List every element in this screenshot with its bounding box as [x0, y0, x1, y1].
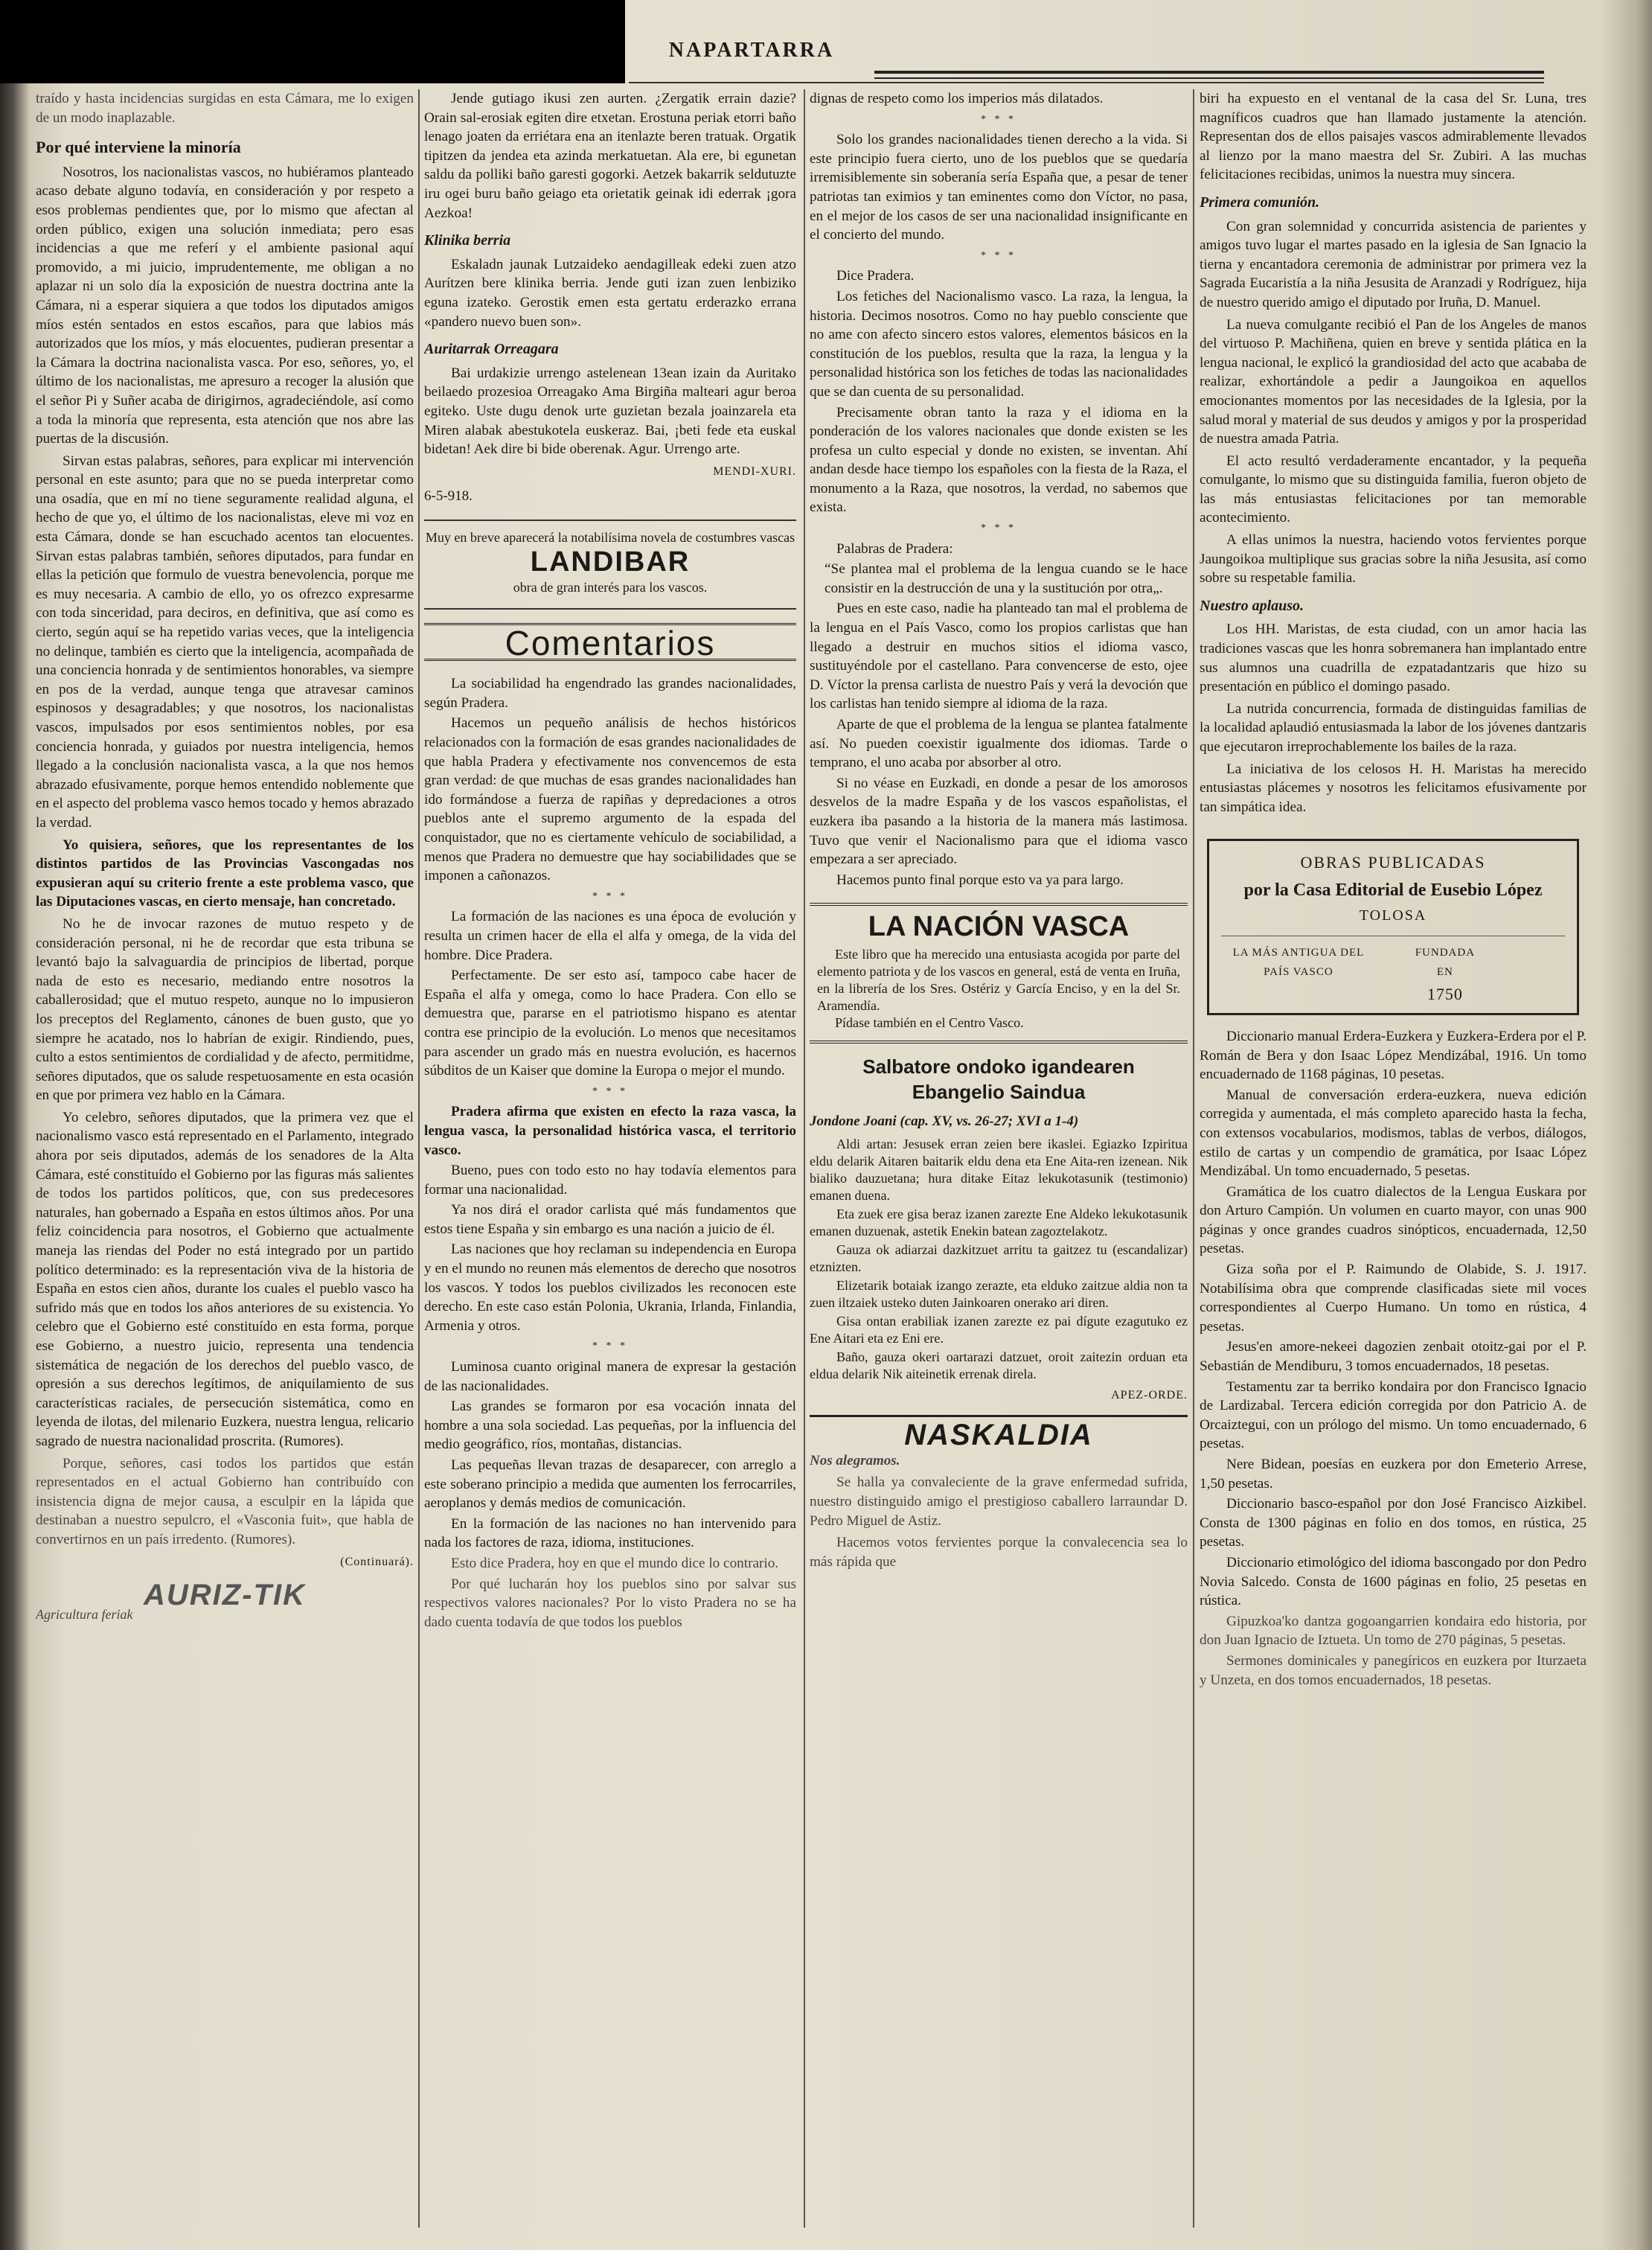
- article-paragraph: Luminosa cuanto original manera de expresar la gestación de las nacionalidades.: [424, 1359, 796, 1394]
- section-heading: Klinika berria: [424, 232, 511, 249]
- article-paragraph: Por qué lucharán hoy los pueblos sino por salvar sus respectivos valores nacionales? Por lo visto Pradera no se ha dado cuenta todavía de que todos los pueblos: [424, 1576, 796, 1630]
- book-catalog: [1200, 1027, 1587, 1690]
- article-paragraph: Hacemos punto final porque esto va ya para largo.: [836, 872, 1124, 888]
- article-paragraph: Eskaladn jaunak Lutzaideko aendagilleak edeki zuen atzo Aurítzen bere klinika berria. Jende guti izan zuen lenbiziko eguna izateko. Gerostik emen esta gertatu erderazko errana «pandero nuevo buen son».: [424, 256, 796, 330]
- catalog-entry: Sermones dominicales y panegíricos en euzkera por Iturzaeta y Unzeta, en dos tomos encuadernados, 18 pesetas.: [1200, 1652, 1587, 1688]
- column-1: [36, 89, 414, 2235]
- advertisement-landibar: [424, 520, 796, 610]
- catalog-entry: Manual de conversación erdera-euzkera, nueva edición corregida y aumentada, el más completo aparecido hasta la fecha, con extensos vocabularios, modismos, tablas de verbos, diálogos, estilo de cartas y un compendio de gramática, por Isaac López Mendizábal. Un tomo encuadernado, 5 pesetas.: [1200, 1087, 1587, 1180]
- article-paragraph: Yo celebro, señores diputados, que la primera vez que el nacionalismo vasco está representado en el Parlamento, integrado ahora por seis diputados, además de los senadores de la Alta Cámara, esté constituído el Gobierno por las figuras más salientes de todos los partidos políticos, que, con sus predecesores naturales, han gobernado a España en estos últimos años. Por una feliz coincidencia para nosotros, el Gobierno que actualmente maneja las riendas del Poder no está integrado por un partido político determinado: es la representación viva de la historia de España en estos cien años, durante los cuales el pueblo vasco ha sufrido más que en todos los años anteriores de su existencia. Yo celebro que el Gobierno esté constituído en esta forma, porque ese Gobierno, a nuestro juicio, representa una tendencia sistemática de negación de los derechos del pueblo vasco, de opresión a sus derechos legítimos, de aniquilamiento de sus características raciales, de persecución sistemática, como en leyenda de ilotas, del milenario Euzkera, nuestra lengua, relicario sagrado de nuestra nacionalidad proscrita. (Rumores).: [36, 1109, 414, 1449]
- ad-line: OBRAS PUBLICADAS: [1300, 853, 1486, 872]
- article-paragraph: Las pequeñas llevan trazas de desaparecer, con arreglo a este soberano principio a medida que aumenten los ferrocarriles, aeroplanos y demás medios de comunicación.: [424, 1457, 796, 1512]
- gospel-title-line: Salbatore ondoko igandearen: [862, 1055, 1135, 1078]
- article-paragraph: Porque, señores, casi todos los partidos que están representados en el actual Gobierno han contribuído con insistencia digna de mejor causa, a esculpir en la lápida que destinaban a nuestro sepulcro, el «Vasconia fuit», que habla de convertirnos en un país irredento. (Rumores).: [36, 1455, 414, 1547]
- article-paragraph: dignas de respeto como los imperios más dilatados.: [810, 91, 1104, 106]
- article-paragraph: Nosotros, los nacionalistas vascos, no hubiéramos planteado acaso debate alguno todavía, en consideración y por respeto a esos problemas pendientes que, por lo mismo que afectan al orden público, exigen una solución inmediata; pero esas incidencias a que me referí y el ambiente pasional aquí promovido, a mi juicio, imprudentemente, me obligan a no aplazar ni un solo día la exposición de nuestra doctrina ante la Cámara, ni a esperar siquiera a que todos los diputados amigos míos estén sentados en estos escaños, para que labios más autorizados que los míos, y más elocuentes, pudieran presentar a la Cámara la doctrina nacionalista vasca. Por eso, señores, yo, el último de los nacionalistas, me apresuro a recoger la alusión que el señor Pi y Suñer acaba de dirigirnos, agradeciéndole, así como a toda la minoría que representa, esta atención que nos abre las puertas de la discusión.: [36, 164, 414, 447]
- catalog-entry: Gipuzkoa'ko dantza gogoangarrien kondaira edo historia, por don Juan Ignacio de Iztueta. Un tomo de 270 páginas, 5 pesetas.: [1200, 1613, 1587, 1649]
- signature: MENDI-XURI.: [713, 464, 796, 478]
- column-2: [424, 89, 796, 2235]
- article-paragraph: Pradera afirma que existen en efecto la raza vasca, la lengua vasca, la personalidad histórica vasca, el territorio vasco.: [424, 1104, 796, 1158]
- paper-name: NAPARTARRA: [668, 39, 835, 62]
- article-paragraph: La sociabilidad ha engendrado las grandes nacionalidades, según Pradera.: [424, 676, 796, 711]
- gospel-paragraph: Baño, gauza okeri oartarazi datzuet, oroit zaitezin orduan eta eldua delarik Nik aiteinetik errenak direla.: [810, 1349, 1188, 1381]
- article-paragraph: Si no véase en Euzkadi, en donde a pesar de los amorosos desvelos de la madre España y de los vascos españolistas, el euzkera iba pasando a la historia de la manera más lastimosa. Tuvo que venir el Nacionalismo para que el idioma vasco empezara a ser apreciado.: [810, 775, 1188, 868]
- separator: * * *: [981, 249, 1017, 261]
- article-paragraph: biri ha expuesto en el ventanal de la casa del Sr. Luna, tres magníficos cuadros que han llamado justamente la atención. Representan dos de ellos paisajes vascos admirablemente llevados al lienzo por la mano maestra del Sr. Zubiri. A las muchas felicitaciones recibidas, unimos la nuestra muy sincera.: [1200, 91, 1587, 183]
- ad-line: TOLOSA: [1359, 907, 1427, 924]
- masthead-underline: [629, 82, 1544, 83]
- column-divider: [418, 89, 420, 2228]
- ad-text: Este libro que ha merecido una entusiasta acogida por parte del elemento patriota y de los vascos en general, está de venta en Iruña, en la librería de los Sres. Ostériz y García Enciso, y en la del Sr. Aramendía.: [817, 946, 1180, 1013]
- column-divider: [804, 89, 805, 2228]
- article-paragraph: Perfectamente. De ser esto así, tampoco cabe hacer de España el alfa y omega, como lo hace Pradera. Con ello se demuestra que, pararse en el patriotismo hispano es atentar contra ese principio de la evolución. Lo menos que necesitamos para ascender un grado más en nuestra evolución, es hacernos súbditos de un Kaiser que domine la Europa o mejor el mundo.: [424, 968, 796, 1079]
- catalog-entry: Giza soña por el P. Raimundo de Olabide, S. J. 1917. Notabilísima obra que comprende clasificadas siete mil voces correspondientes al Cuerpo Humano. Un tomo en rústica, 4 pesetas.: [1200, 1262, 1587, 1335]
- gospel-paragraph: Aldi artan: Jesusek erran zeien bere ikaslei. Egiazko Izpiritua eldu delarik Aitaren baitarik eldu dena eta Ene Aita-ren izenean. Nik bialiko dauzuetana; hura ditake Eitaz lekukotasunik (testimonio) emanen duena.: [810, 1136, 1188, 1203]
- signature: APEZ-ORDE.: [1111, 1388, 1188, 1402]
- advertisement-la-nacion-vasca: [810, 903, 1188, 1043]
- article-paragraph: Palabras de Pradera:: [836, 540, 953, 557]
- ad-right-note: [1410, 944, 1565, 1004]
- section-subtitle: Agricultura feriak: [36, 1606, 133, 1622]
- section-heading: Nuestro aplauso.: [1200, 597, 1304, 614]
- section-title-auriz: AURIZ-TIK: [144, 1579, 306, 1612]
- article-paragraph: Las naciones que hoy reclaman su independencia en Europa y en el mundo no reunen más elementos de derecho que nosotros los vascos. Y todos los pueblos civilizados les reconocen este derecho. En este caso están Polonia, Ukrania, Irlanda, Finlandia, Armenia y otros.: [424, 1241, 796, 1334]
- article-paragraph: Bueno, pues con todo esto no hay todavía elementos para formar una nacionalidad.: [424, 1163, 796, 1198]
- article-paragraph: Ya nos dirá el orador carlista qué más fundamentos que estos tiene España y sin embargo es una nación a juicio de él.: [424, 1202, 796, 1237]
- section-title-naskaldia: NASKALDIA: [810, 1415, 1188, 1445]
- section-heading: Por qué interviene la minoría: [36, 138, 241, 157]
- ad-intro: Muy en breve aparecerá la notabilísima novela de costumbres vascas: [425, 529, 795, 545]
- article-paragraph: Jende gutiago ikusi zen aurten. ¿Zergatik errain dazie? Orain sal-erosiak egiten dire etxetan. Erostuna periak etorri baño lenago joaten da erriétara ena an itenlazte beren tratuak. Orgatik tipitzen da jendea eta azinda merkatuetan. Ala ere, bi egunetan saldu da polliki baño garesti gogorki. Aetzek bakarrik seldutuzte iru ogei buru baño geiago eta orietatik geinak idi ederrak ¡gora Aezkoa!: [424, 91, 796, 221]
- ad-founded-year: 1750: [1427, 985, 1463, 1004]
- article-paragraph: Bai urdakizie urrengo astelenean 13ean izain da Auritako beilaedo prozesioa Orreagako Ama Birgiña malteari agur beroa egiteko. Uste dugu denok urte guzietan bezala joainzarela eta Miren alabak abestukotela euskeraz. Bai, ¡beti fede eta euskal bidetan! Aek dire bi bide oberenak. Agur. Urrengo arte.: [424, 365, 796, 458]
- article-paragraph: La nueva comulgante recibió el Pan de los Angeles de manos del virtuoso P. Machiñena, quien en breve y sentida plática en la lengua nacional, le explicó la grandiosidad del acto que acababa de realizar, exhortándole a pedir a Jaungoikoa en aquellos emocionantes momentos por las necesidades de la Iglesia, por la salud moral y material de sus deudos y amigos y por la prosperidad de nuestra amada Patria.: [1200, 316, 1587, 447]
- separator: * * *: [981, 113, 1017, 125]
- catalog-entry: Gramática de los cuatro dialectos de la Lengua Euskara por don Arturo Campión. Un volumen en cuarto mayor, con unas 900 páginas y once grandes cuadros sinópticos, encuadernada, 12,50 pesetas.: [1200, 1183, 1587, 1257]
- catalog-entry: Diccionario etimológico del idioma bascongado por don Pedro Novia Salcedo. Consta de 1600 páginas en folio, 25 pesetas en rústica.: [1200, 1554, 1587, 1609]
- ad-founded-label: FUNDADA EN: [1415, 947, 1476, 978]
- article-paragraph: En la formación de las naciones no han intervenido para nada los factores de raza, idioma, instituciones.: [424, 1515, 796, 1551]
- article-paragraph: La formación de las naciones es una época de evolución y resulta un crimen hacer de ella el alfa y omega, de la vida del hombre. Dice Pradera.: [424, 909, 796, 963]
- masthead: [629, 30, 1544, 86]
- ad-line: por la Casa Editorial de Eusebio López: [1243, 880, 1543, 900]
- column-3: [810, 89, 1188, 2235]
- gospel-title-line: Ebangelio Saindua: [912, 1080, 1086, 1103]
- article-paragraph: Sirvan estas palabras, señores, para explicar mi intervención personal en este asunto; para que no se pueda interpretar como una osadía, que en mí no tiene seguramente realidad alguna, el hecho de que yo, el último de los nacionalistas, eleve mi voz en esta Cámara, donde se han escuchado acentos tan elocuentes. Sirvan estas palabras también, señores diputados, para fundar en ellas la petición que formulo de vuestra benevolencia, porque me es muy necesaria. A cambio de ello, yo os ofrezco expresarme con toda sinceridad, para deciros, en definitiva, que así como es cierto, según aquí se ha repetido varias veces, que la inteligencia no delinque, también es cierto que la inteligencia, acompañada de una conciencia honrada y de sentimientos honorables, va siempre en pos de la verdad, aunque tenga que atravesar caminos espinosos y desagradables; y que nosotros, los nacionalistas vascos, impulsados por esos sentimientos nobles, por esa conciencia honrada, y guiados por nuestra inteligencia, hemos llegado a la conclusión nacionalista vasca, a la que nos hemos abrazado efusivamente, porque hemos entendido noblemente que en el aspecto del problema vasco hemos tocado y hemos abrazado la verdad.: [36, 453, 414, 831]
- catalog-entry: Diccionario manual Erdera-Euzkera y Euzkera-Erdera por el P. Román de Bera y don Isaac López Mendizábal, 1916. Un tomo encuadernado de 1168 páginas, 10 pesetas.: [1200, 1028, 1587, 1083]
- ad-footer-row: [1221, 936, 1565, 1004]
- article-paragraph: Hacemos votos fervientes porque la convalecencia sea lo más rápida que: [810, 1535, 1188, 1570]
- article-paragraph: No he de invocar razones de mutuo respeto y de consideración personal, ni he de recordar que esta tribuna se levantó bajo la salvaguardia de principios de libertad, porque nada de esto es necesario, mediando entre nosotros la caballerosidad; que el mutuo respeto, aunque no lo impusieron los preceptos del Reglamento, cánones de buen gusto, que yo siempre he acatado, nos lo habrían de exigir. Rindiendo, pues, culto a estos sentimientos de cordialidad y de afecto, permitidme, señores diputados, que os salude respetuosamente en esta ocasión en que por primera vez hablo en la Cámara.: [36, 915, 414, 1104]
- catalog-entry: Diccionario basco-español por don José Francisco Aizkibel. Consta de 1300 páginas en folio en dos tomos, en rústica, 25 pesetas.: [1200, 1496, 1587, 1550]
- section-heading: Primera comunión.: [1200, 194, 1320, 211]
- article-paragraph: Los fetiches del Nacionalismo vasco. La raza, la lengua, la historia. Decimos nosotros. Como no hay pueblo consciente que no ame con afecto sincero estos valores, elementos básicos en la constitución de los pueblos, resulta que la raza, la lengua y la personalidad histórica son los fetiches de todas las nacionalidades que se dan cuenta de su personalidad.: [810, 288, 1188, 400]
- article-paragraph: Las grandes se formaron por esa vocación innata del hombre a una sola sociedad. Las pequeñas, por la influencia del medio geográfico, ríos, montañas, distancias.: [424, 1399, 796, 1453]
- gospel-paragraph: Elizetarik botaiak izango zerazte, eta elduko zaitzue aldia non ta zuen iltzaiek usteko duten Jainkoaren onerako ari diren.: [810, 1277, 1188, 1310]
- article-paragraph: Dice Pradera.: [836, 268, 915, 284]
- masthead-rule: [874, 71, 1544, 79]
- gospel-paragraph: Eta zuek ere gisa beraz izanen zarezte Ene Aldeko lekukotasunik emanen duzuenak, astetik Enekin batean zagoztelakotz.: [810, 1206, 1188, 1239]
- separator: * * *: [981, 522, 1017, 534]
- article-text: traído y hasta incidencias surgidas en esta Cámara, me lo exigen de un modo inaplazable.: [36, 91, 414, 126]
- catalog-entry: Nere Bidean, poesías en euzkera por don Emeterio Arrese, 1,50 pesetas.: [1200, 1457, 1587, 1492]
- article-paragraph: Se halla ya convaleciente de la grave enfermedad sufrida, nuestro distinguido amigo el prestigioso caballero larraundar D. Pedro Miguel de Astiz.: [810, 1474, 1188, 1529]
- article-paragraph: Precisamente obran tanto la raza y el idioma en la ponderación de los valores nacionales que donde existen se les profesa un culto especial y donde no existen, se inventan. Ahí andan desde hace tiempo los españoles con la fiesta de la Raza, el monumento a la Raza, que nosotros, la verdad, no sabemos que exista.: [810, 404, 1188, 516]
- article-paragraph: Los HH. Maristas, de esta ciudad, con un amor hacia las tradiciones vascas que les honra sobremanera han implantado entre sus alumnos una cuadrilla de ezpatadantzaris que hizo su presentación en público el domingo pasado.: [1200, 621, 1587, 695]
- column-4: [1200, 89, 1587, 2235]
- continued-note: (Continuará).: [340, 1555, 414, 1568]
- article-paragraph: Con gran solemnidad y concurrida asistencia de parientes y amigos tuvo lugar el martes pasado en la iglesia de San Ignacio la tierna y encantadora ceremonia de administrar por primera vez la Sagrada Eucaristía a la niña Jesusita de Aranzadi y Rodríguez, hija de nuestro querido amigo el diputado por Iruña, D. Manuel.: [1200, 218, 1587, 310]
- catalog-entry: Testamentu zar ta berriko kondaira por don Francisco Ignacio de Lardizabal. Tercera edición corregida por don Patricio A. de Orcaiztegui, con un prólogo del mismo. Un tomo encuadernado, 6 pesetas.: [1200, 1378, 1587, 1452]
- article-paragraph: Yo quisiera, señores, que los representantes de los distintos partidos de las Provincias Vascongadas nos expusieran aquí su criterio frente a este problema vasco, que las Diputaciones vascas, en cierto mensaje, han concretado.: [36, 837, 414, 910]
- column-divider: [1193, 89, 1194, 2228]
- ad-subtitle: obra de gran interés para los vascos.: [513, 580, 708, 595]
- gospel-paragraph: Gauza ok adiarzai dazkitzuet arritu ta gaitzez tu (escandalizar) etznizten.: [810, 1241, 1188, 1274]
- ad-text: Pídase también en el Centro Vasco.: [835, 1014, 1024, 1030]
- section-title-comentarios: Comentarios: [424, 623, 796, 662]
- article-paragraph: El acto resultó verdaderamente encantador, y la pequeña comulgante, lo mismo que su distinguida familia, fueron objeto de las más entusiastas felicitaciones por tan memorable acontecimiento.: [1200, 453, 1587, 526]
- article-paragraph: La nutrida concurrencia, formada de distinguidas familias de la localidad aplaudió entusiasmada la labor de los jóvenes dantzaris que ejecutaron irreprochablemente los bailes de la raza.: [1200, 700, 1587, 755]
- article-paragraph: Aparte de que el problema de la lengua se plantea fatalmente así. No pueden coexistir igualmente dos idiomas. Tarde o temprano, el uno acaba por absorber al otro.: [810, 717, 1188, 771]
- ad-left-note: LA MÁS ANTIGUA DEL PAÍS VASCO: [1232, 947, 1365, 978]
- gospel-reference: Jondone Joani (cap. XV, vs. 26-27; XVI a 1-4): [810, 1113, 1079, 1129]
- date-line: 6-5-918.: [424, 488, 473, 505]
- quote-paragraph: “Se plantea mal el problema de la lengua cuando se le hace consistir en la destrucción de una y la sustitución por otra„.: [825, 561, 1188, 596]
- article-paragraph: Esto dice Pradera, hoy en que el mundo dice lo contrario.: [451, 1555, 779, 1571]
- separator: * * *: [592, 1340, 628, 1352]
- article-paragraph: A ellas unimos la nuestra, haciendo votos fervientes porque Jaungoikoa multiplique sus gracias sobre la niña Jesusita, así como sobre su respetable familia.: [1200, 532, 1587, 587]
- separator: * * *: [592, 890, 628, 902]
- separator: * * *: [592, 1085, 628, 1097]
- article-paragraph: Solo los grandes nacionalidades tienen derecho a la vida. Si este principio fuera cierto, uno de los pueblos que se quedaría irremisiblemente sin soberanía sería España que, a pesar de tener patriotas tan eximios y tan eminentes como don Víctor, no pasa, en el mejor de los casos de ser una nacionalidad insignificante en el concierto del mundo.: [810, 132, 1188, 243]
- catalog-entry: Jesus'en amore-nekeei dagozien zenbait otoitz-gai por el P. Sebastián de Mendiburu, 3 tomos encuadernados, 18 pesetas.: [1200, 1339, 1587, 1375]
- advertisement-obras-publicadas: [1207, 839, 1579, 1015]
- gospel-paragraph: Gisa ontan erabiliak izanen zarezte ez pai dígute ezagutuko ez Ene Aitari eta ez Eni ere.: [810, 1313, 1188, 1346]
- section-heading: Nos alegramos.: [810, 1452, 900, 1468]
- section-heading: Auritarrak Orreagara: [424, 341, 559, 358]
- redaction-block: [0, 0, 625, 83]
- article-paragraph: La iniciativa de los celosos H. H. Maristas ha merecido entusiastas plácemes y nosotros les felicitamos efusivamente por tan simpática idea.: [1200, 761, 1587, 815]
- gospel-title: [810, 1054, 1188, 1105]
- ad-title: LA NACIÓN VASCA: [868, 911, 1130, 943]
- article-paragraph: Hacemos un pequeño análisis de hechos históricos relacionados con la formación de esas grandes nacionalidades de que habla Pradera y efectivamente nos convencemos de esta gran verdad: de que muchas de esas grandes nacionalidades han ido formándose a fuerza de rapiñas y depredaciones a otros pueblos ante el supremo argumento de la espada del conquistador, que no es ciertamente vehículo de sociabilidad, a menos que Pradera no demuestre que hay sociabilidades que se imponen a cañonazos.: [424, 715, 796, 884]
- ad-title: LANDIBAR: [530, 546, 691, 578]
- article-paragraph: Pues en este caso, nadie ha planteado tan mal el problema de la lengua en el País Vasco, como los propios carlistas que han llegado a destruir en muchos sitios el idioma vasco, sustituyéndole por el castellano. Para convencerse de esto, ojee D. Víctor la prensa carlista de nuestro País y verá la devoción que los carlistas han tenido siempre al idioma de la raza.: [810, 601, 1188, 712]
